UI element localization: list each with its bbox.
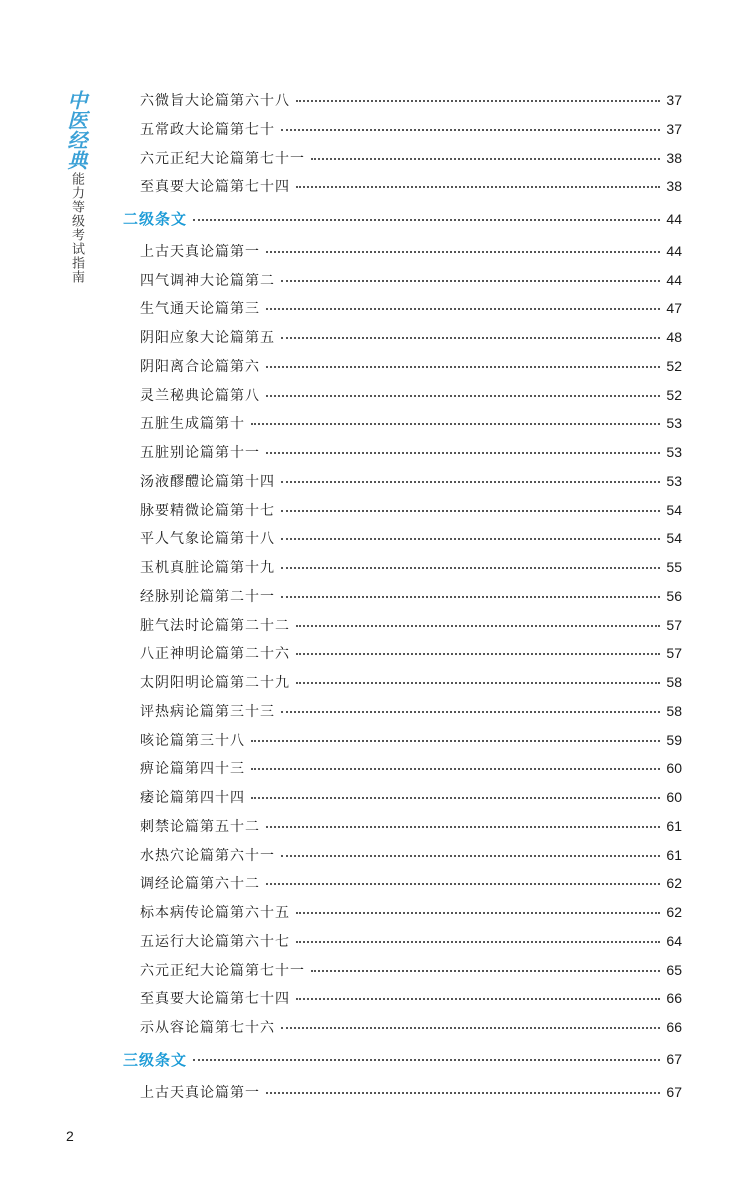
toc-entry-title: 四气调神大论篇第二 [140,272,275,289]
toc-entry [140,1016,682,1038]
toc-leader-dots [266,883,660,885]
toc-entry [140,729,682,751]
toc-leader-dots [281,596,660,598]
toc-entry-title: 上古天真论篇第一 [140,243,260,260]
toc-entry-title: 阴阳应象大论篇第五 [140,330,275,346]
toc-page-number: 67 [666,1083,682,1100]
toc-entry-title: 八正神明论篇第二十六 [140,646,290,663]
toc-page-number: 66 [666,1019,682,1035]
toc-entry-title: 调经论篇第六十二 [140,876,260,893]
toc-page-number: 47 [666,300,682,317]
toc-page-number: 53 [666,444,682,460]
toc-entry-title: 痹论篇第四十三 [140,761,245,778]
toc-leader-dots [266,366,660,368]
toc-entry [140,240,682,262]
toc-leader-dots [296,941,660,943]
toc-page-number: 59 [666,731,682,748]
toc-leader-dots [281,129,660,131]
toc-leader-dots [251,740,660,742]
toc-page-number: 58 [666,674,682,690]
toc-entry [140,118,682,140]
toc-section-title: 三级条文 [123,1050,188,1069]
toc-page-number: 38 [666,178,682,195]
toc-entry-title: 水热穴论篇第六十一 [140,847,275,864]
toc-entry-title: 脉要精微论篇第十七 [140,502,275,519]
toc-entry-title: 灵兰秘典论篇第八 [140,387,260,404]
toc-entry-title: 五脏生成篇第十 [140,416,245,433]
toc-page-number: 54 [666,501,682,518]
toc-leader-dots [251,423,660,425]
toc-page-number: 44 [666,210,682,227]
toc-entry [140,815,682,837]
toc-section-heading [123,1048,682,1070]
toc-page-number: 52 [666,357,682,374]
toc-entry-title: 刺禁论篇第五十二 [140,818,260,835]
toc-leader-dots [311,158,660,160]
toc-entry-title: 六微旨大论篇第六十八 [140,93,290,109]
toc-entry-title: 玉机真脏论篇第十九 [140,560,275,576]
toc-entry-title: 五常政大论篇第七十 [140,121,275,138]
toc-entry-title: 平人气象论篇第十八 [140,531,275,548]
toc-entry-title: 阴阳离合论篇第六 [140,358,260,375]
toc-entry-title: 痿论篇第四十四 [140,790,245,806]
toc-leader-dots [296,912,660,914]
toc-leader-dots [266,1092,660,1094]
toc-leader-dots [281,481,660,483]
toc-page-number: 37 [666,92,682,108]
toc-leader-dots [266,308,660,310]
toc-page-number: 52 [666,386,682,403]
toc-entry-title: 咳论篇第三十八 [140,732,245,749]
toc-page-number: 61 [666,817,682,834]
toc-entry [140,147,682,169]
toc-entry [140,527,682,549]
toc-entry [140,412,682,434]
toc-page-number: 60 [666,760,682,777]
toc-page-number: 44 [666,242,682,259]
toc-entry [140,700,682,722]
toc-page-number: 60 [666,789,682,805]
toc-entry-title: 六元正纪大论篇第七十一 [140,150,305,167]
toc-page-number: 58 [666,702,682,719]
toc-leader-dots [311,970,660,972]
toc-leader-dots [281,510,660,512]
toc-entry [140,384,682,406]
toc-entry-title: 至真要大论篇第七十四 [140,179,290,196]
toc-entry-title: 六元正纪大论篇第七十一 [140,962,305,979]
toc-entry-title: 上古天真论篇第一 [140,1084,260,1101]
toc-leader-dots [266,452,660,454]
toc-leader-dots [281,711,660,713]
toc-entry [140,499,682,521]
toc-leader-dots [251,797,660,799]
toc-entry-title: 生气通天论篇第三 [140,301,260,318]
toc-entry [140,987,682,1009]
toc-page-number: 61 [666,846,682,863]
toc-entry [140,556,682,578]
toc-page-number: 53 [666,472,682,489]
toc-leader-dots [281,1027,660,1029]
toc-entry [140,355,682,377]
toc-page-number: 57 [666,616,682,633]
toc-entry [140,441,682,463]
toc-page-number: 64 [666,932,682,949]
toc-entry-title: 太阴阳明论篇第二十九 [140,675,290,691]
toc-page-number: 67 [666,1051,682,1068]
toc-entry [140,297,682,319]
toc-leader-dots [193,1059,660,1061]
toc-section-title: 二级条文 [123,210,188,228]
toc-entry-title: 经脉别论篇第二十一 [140,588,275,605]
toc-entry [140,930,682,952]
toc-leader-dots [296,682,660,684]
logo-mark: 中医经典 [64,90,88,170]
toc-page-number: 62 [666,904,682,920]
toc-entry-title: 五脏别论篇第十一 [140,445,260,461]
toc-page-number: 38 [666,149,682,166]
toc-page-number: 66 [666,990,682,1007]
toc-page-number: 56 [666,587,682,604]
toc-entry [140,757,682,779]
book-subtitle: 能力等级考试指南 [69,172,84,284]
toc-leader-dots [266,395,660,397]
toc-entry [140,326,682,348]
toc-page-number: 53 [666,415,682,432]
toc-entry [140,175,682,197]
toc-page-number: 48 [666,329,682,345]
toc-leader-dots [251,768,660,770]
toc-leader-dots [296,100,660,102]
toc-leader-dots [281,538,660,540]
toc-leader-dots [266,826,660,828]
toc-entry-title: 示从容论篇第七十六 [140,1020,275,1036]
toc-entry [140,614,682,636]
toc-entry [140,959,682,981]
toc-entry-title: 汤液醪醴论篇第十四 [140,473,275,490]
toc-page-number: 55 [666,559,682,575]
toc-entry [140,786,682,808]
toc-entry [140,901,682,923]
toc-entry [140,1081,682,1103]
toc-leader-dots [266,251,660,253]
toc-entry [140,872,682,894]
toc-entry-title: 五运行大论篇第六十七 [140,933,290,950]
toc-entry [140,585,682,607]
toc-entry [140,89,682,111]
toc-entry-title: 至真要大论篇第七十四 [140,991,290,1008]
toc-leader-dots [296,653,660,655]
toc-entry [140,671,682,693]
toc-leader-dots [281,855,660,857]
toc-entry [140,470,682,492]
toc-section-heading [123,208,682,230]
toc-page-number: 65 [666,961,682,978]
toc-leader-dots [193,219,660,221]
toc-leader-dots [281,567,660,569]
toc-entry-title: 评热病论篇第三十三 [140,703,275,720]
toc-page-number: 57 [666,645,682,662]
toc-entry [140,269,682,291]
toc-entry [140,844,682,866]
toc-leader-dots [296,625,660,627]
toc-leader-dots [296,998,660,1000]
toc-leader-dots [296,186,660,188]
toc-entry [140,642,682,664]
toc-page-number: 62 [666,875,682,892]
toc-entry-title: 标本病传论篇第六十五 [140,905,290,921]
toc-page-number: 54 [666,530,682,547]
page-number: 2 [66,1128,74,1144]
toc-entry-title: 脏气法时论篇第二十二 [140,617,290,634]
toc-leader-dots [281,280,660,282]
toc-page-number: 44 [666,271,682,288]
toc-page-number: 37 [666,120,682,137]
toc-leader-dots [281,337,660,339]
